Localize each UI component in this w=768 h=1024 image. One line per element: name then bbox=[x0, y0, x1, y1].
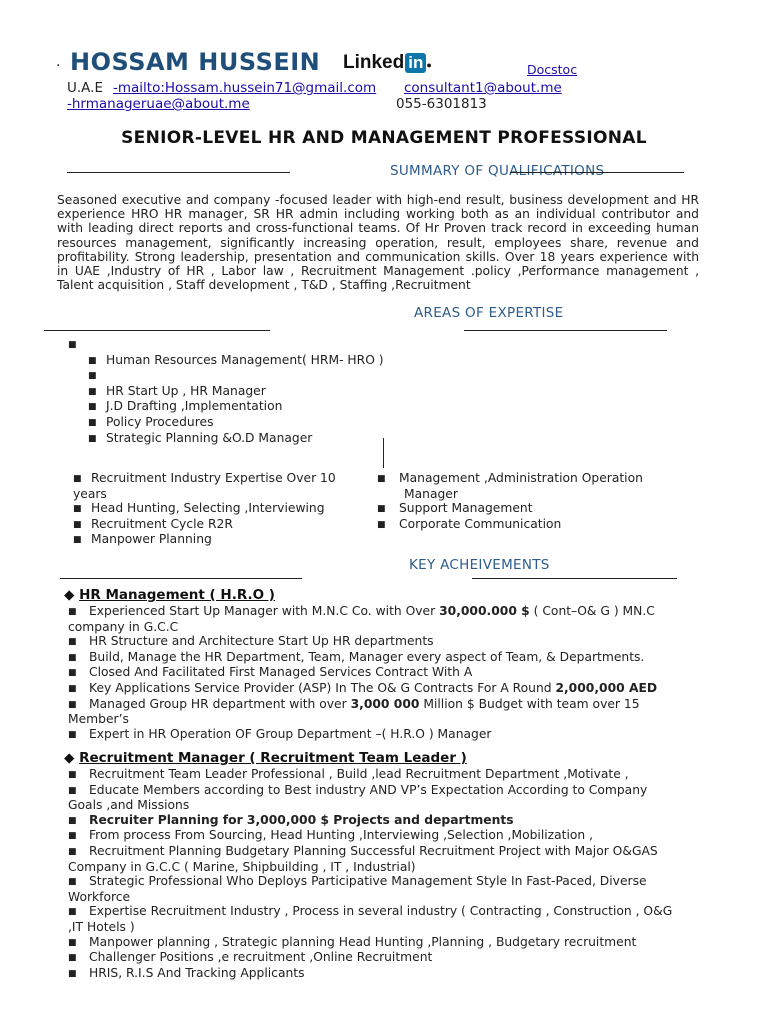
recruitment-achievements-list bbox=[68, 767, 708, 981]
square-bullet-icon: ■ bbox=[68, 652, 77, 663]
list-item: years bbox=[73, 486, 107, 501]
achievements-divider-left bbox=[60, 578, 302, 579]
phone-number: 055-6301813 bbox=[396, 96, 487, 112]
square-bullet-icon: ■ bbox=[68, 785, 77, 796]
achievement-item: ■ Expertise Recruitment Industry , Process in several industry ( Contracting , Construction , O&G bbox=[68, 904, 673, 919]
summary-divider-right bbox=[510, 172, 684, 173]
achievement-item: ■ Recruiter Planning for 3,000,000 $ Projects and departments bbox=[68, 812, 514, 827]
diamond-icon: ◆ bbox=[64, 587, 75, 603]
square-bullet-icon: ■ bbox=[68, 699, 77, 710]
achievements-divider-right bbox=[472, 578, 677, 579]
achievement-item: ■ Closed And Facilitated First Managed Services Contract With A bbox=[68, 665, 473, 680]
list-item: ■ Head Hunting, Selecting ,Interviewing bbox=[73, 501, 325, 516]
candidate-name: HOSSAM HUSSEIN bbox=[70, 48, 321, 76]
achievement-item: ■ Recruitment Planning Budgetary Planning Successful Recruitment Project with Major O&GAS bbox=[68, 843, 658, 858]
expertise-divider-left bbox=[44, 330, 270, 331]
expertise-heading: AREAS OF EXPERTISE bbox=[414, 305, 564, 321]
list-item: ■ Policy Procedures bbox=[88, 414, 214, 429]
list-item: ■ Manpower Planning bbox=[73, 532, 212, 547]
square-bullet-icon: ■ bbox=[68, 815, 77, 826]
list-item: ■ HR Start Up , HR Manager bbox=[88, 383, 266, 398]
square-bullet-icon: ■ bbox=[68, 607, 77, 617]
achievement-item: ■ HRIS, R.I.S And Tracking Applicants bbox=[68, 965, 305, 980]
achievement-item: company in G.C.C bbox=[68, 619, 179, 634]
aboutme2-link[interactable]: -hrmanageruae@about.me bbox=[67, 96, 250, 112]
list-item: ■ Management ,Administration Operation bbox=[377, 471, 643, 485]
list-item: ■ Strategic Planning &O.D Manager bbox=[88, 430, 313, 445]
email-link[interactable]: -mailto:Hossam.hussein71@gmail.com bbox=[113, 80, 377, 96]
list-item: ■ Recruitment Cycle R2R bbox=[73, 516, 233, 531]
list-item: ■ Corporate Communication bbox=[377, 516, 562, 531]
achievement-item: Member’s bbox=[68, 712, 129, 727]
location-text: U.A.E bbox=[67, 80, 103, 96]
square-bullet-icon: ■ bbox=[68, 937, 77, 948]
achievement-item: ■ From process From Sourcing, Head Hunting ,Interviewing ,Selection ,Mobilization , bbox=[68, 828, 594, 843]
list-item: ■ Support Management bbox=[377, 501, 533, 516]
summary-heading: SUMMARY OF QUALIFICATIONS bbox=[390, 163, 605, 179]
name-bullet: · bbox=[56, 58, 61, 74]
docstoc-link[interactable]: Docstoc bbox=[527, 62, 578, 77]
expertise-left-column bbox=[73, 471, 336, 548]
summary-paragraph: Seasoned executive and company -focused leader with high-end result, business development and HR experience HRO HR manager, SR HR admin including working both as an individual contributor and with leading direct reports and cross-functional teams. Of Hr Proven track record in exceeding human resources management, significantly increasing operation, result, employees share, revenue and profitability. Strong leadership, presentation and communication skills. Over 18 years experience with in UAE ,Industry of HR , Labor law , Recruitment Management .policy ,Performance management , Talent acquisition , Staff development , T&D , Staffing ,Recruitment bbox=[57, 193, 699, 293]
square-bullet-icon: ■ bbox=[68, 877, 77, 888]
achievement-item: ■ Experienced Start Up Manager with M.N.C Co. with Over 30,000.000 $ ( Cont–O& G ) MN.C bbox=[68, 604, 655, 618]
list-item: ■ Recruitment Industry Expertise Over 10 bbox=[73, 471, 336, 485]
square-bullet-icon: ■ bbox=[68, 770, 77, 780]
expertise-divider-right bbox=[464, 330, 667, 331]
list-item: ■ J.D Drafting ,Implementation bbox=[88, 399, 283, 414]
square-bullet-icon: ■ bbox=[68, 846, 77, 857]
achievement-item: ■ Manpower planning , Strategic planning Head Hunting ,Planning , Budgetary recruitment bbox=[68, 934, 637, 949]
linkedin-logo[interactable]: Linked in ● bbox=[343, 52, 432, 73]
hr-management-heading: ◆ HR Management ( H.R.O ) bbox=[64, 587, 275, 603]
square-bullet-icon: ■ bbox=[68, 831, 77, 842]
achievement-item: ■ Strategic Professional Who Deploys Participative Management Style In Fast-Paced, Diverse bbox=[68, 874, 647, 889]
square-bullet-icon: ■ bbox=[68, 907, 77, 918]
list-item: ■ Human Resources Management( HRM- HRO ) bbox=[88, 352, 384, 367]
achievement-item: ,IT Hotels ) bbox=[68, 919, 135, 934]
achievements-heading: KEY ACHEIVEMENTS bbox=[409, 557, 550, 573]
list-item: Manager bbox=[404, 486, 458, 501]
achievement-item: ■ Managed Group HR department with over 3,000 000 Million $ Budget with team over 15 bbox=[68, 696, 640, 711]
hr-achievements-list bbox=[68, 604, 708, 742]
aboutme-link[interactable]: consultant1@about.me bbox=[404, 80, 562, 96]
list-item: ■ bbox=[68, 340, 77, 350]
achievement-item: ■ Challenger Positions ,e recruitment ,Online Recruitment bbox=[68, 950, 433, 965]
achievement-item: Workforce bbox=[68, 889, 131, 904]
achievement-item: ■ Build, Manage the HR Department, Team, Manager every aspect of Team, & Departments. bbox=[68, 649, 645, 664]
square-bullet-icon: ■ bbox=[68, 668, 77, 679]
square-bullet-icon: ■ bbox=[68, 953, 77, 964]
expertise-right-column bbox=[377, 471, 643, 532]
achievement-item: ■ HR Structure and Architecture Start Up HR departments bbox=[68, 634, 434, 649]
recruitment-manager-heading: ◆ Recruitment Manager ( Recruitment Team Leader ) bbox=[64, 750, 467, 766]
square-bullet-icon: ■ bbox=[68, 637, 77, 648]
achievement-item: Goals ,and Missions bbox=[68, 798, 190, 813]
linkedin-in-icon: in bbox=[405, 53, 426, 73]
column-divider bbox=[383, 438, 384, 468]
achievement-item: Company in G.C.C ( Marine, Shipbuilding , IT , Industrial) bbox=[68, 859, 416, 874]
achievement-item: ■ Educate Members according to Best industry AND VP’s Expectation According to Company bbox=[68, 782, 648, 797]
achievement-item: ■ Recruitment Team Leader Professional , Build ,lead Recruitment Department ,Motivate , bbox=[68, 767, 629, 781]
diamond-icon: ◆ bbox=[64, 750, 75, 766]
square-bullet-icon: ■ bbox=[68, 729, 77, 740]
square-bullet-icon: ■ bbox=[68, 968, 77, 979]
summary-divider-left bbox=[67, 172, 290, 173]
list-item: ■ bbox=[88, 371, 97, 382]
square-bullet-icon: ■ bbox=[68, 683, 77, 694]
achievement-item: ■ Key Applications Service Provider (ASP) In The O& G Contracts For A Round 2,000,000 AED bbox=[68, 680, 658, 695]
page-title: SENIOR-LEVEL HR AND MANAGEMENT PROFESSIONAL bbox=[121, 128, 647, 148]
achievement-item: ■ Expert in HR Operation OF Group Department –( H.R.O ) Manager bbox=[68, 726, 492, 741]
expertise-top-list bbox=[68, 337, 384, 446]
linkedin-logo-text: Linked bbox=[343, 52, 405, 73]
